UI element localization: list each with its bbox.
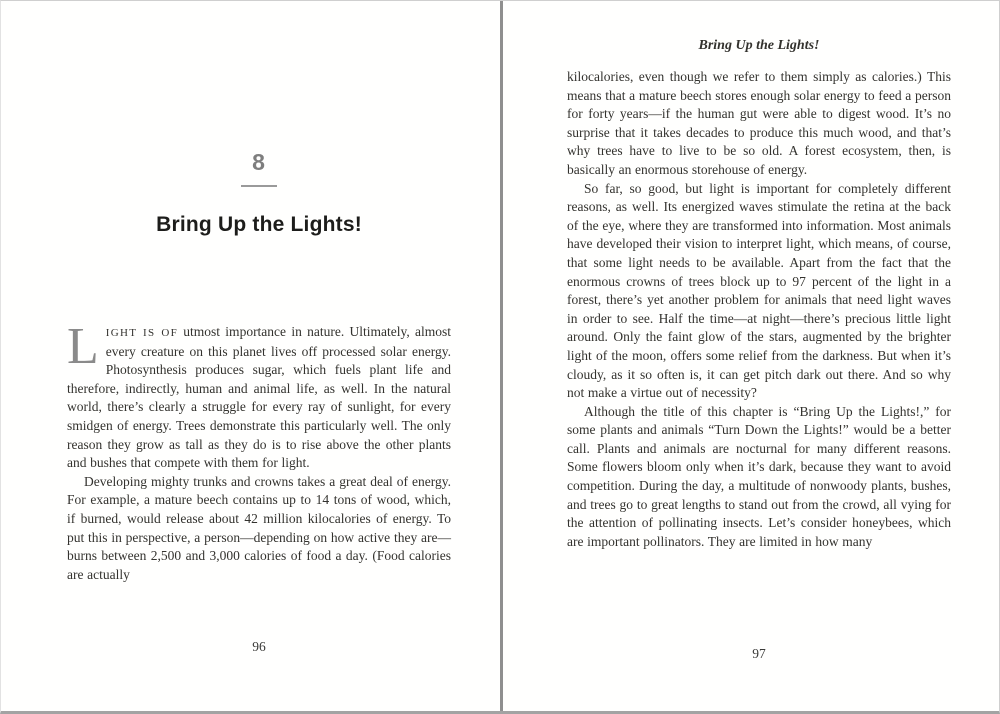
body-paragraph: So far, so good, but light is important for completely different reasons, as well. Its energized waves stimulate the retina at the back of the eye, where they are transformed into information. Most animals have developed their vision to interpret light, which means, of course, that some light needs to be available. Apart from the fact that the enormous crowns of trees block up to 97 percent of the light in a forest, there’s yet another problem for animals that need light waves in order to see. Half the time—at night—there’s precious little light around. Only the faint glow of the stars, augmented by the brighter light of the moon, offers some relief from the darkness. But when it’s cloudy, as it so often is, it can get pitch dark out there. And so why not make a virtue out of necessity? xyxy=(567,180,951,401)
opening-paragraph xyxy=(67,318,451,473)
small-caps-opener: IGHT IS OF xyxy=(105,327,178,339)
right-page xyxy=(503,1,999,711)
opening-paragraph-text: utmost importance in nature. Ultimately, almost every creature on this planet lives off processed solar energy. Photosynthesis produces sugar, which fuels plant life and therefore, indirectly, human and animal life, as well. In the natural world, there’s clearly a struggle for every ray of sunlight, for every smidgen of energy. Trees demonstrate this particularly well. The only reason they grow as tall as they do is to rise above the other plants and bushes that compete with them for light. xyxy=(67,324,451,471)
left-page xyxy=(1,1,500,711)
chapter-title: Bring Up the Lights! xyxy=(156,213,362,236)
running-header: Bring Up the Lights! xyxy=(698,38,820,53)
body-paragraph: Developing mighty trunks and crowns takes a great deal of energy. For example, a mature beech contains up to 14 tons of wood, which, if burned, would release about 42 million kilocalories of energy. To put this in perspective, a person—depending on how active they are—burns between 2,500 and 3,000 calories of food a day. (Food calories are actually xyxy=(67,473,451,582)
drop-cap-letter: L xyxy=(67,318,99,375)
body-paragraph: kilocalories, even though we refer to them simply as calories.) This means that a mature beech stores enough solar energy to feed a person for forty years—if the human gut were able to digest wood. It’s no surprise that it takes decades to produce this much wood, and that’s why trees have to live to be so old. A forest ecosystem, then, is basically an enormous storehouse of energy. xyxy=(567,69,951,177)
chapter-rule-divider xyxy=(241,185,277,187)
chapter-number: 8 xyxy=(252,149,266,175)
page-number-right: 97 xyxy=(752,646,766,661)
right-page-body-text xyxy=(567,68,951,551)
left-page-body-text xyxy=(67,318,451,584)
chapter-opening xyxy=(67,149,451,237)
page-number-left: 96 xyxy=(252,639,266,654)
body-paragraph: Although the title of this chapter is “Bring Up the Lights!,” for some plants and animals “Turn Down the Lights!” would be a better call. Plants and animals are nocturnal for many different reasons. Some flowers bloom only when it’s dark, because they want to avoid competition. During the day, a multitude of nonwoody plants, bushes, and trees go to great lengths to stand out from the crowd, all vying for the attention of pollinating insects. Let’s consider honeybees, which are important pollinators. They are limited in how many xyxy=(567,403,951,549)
